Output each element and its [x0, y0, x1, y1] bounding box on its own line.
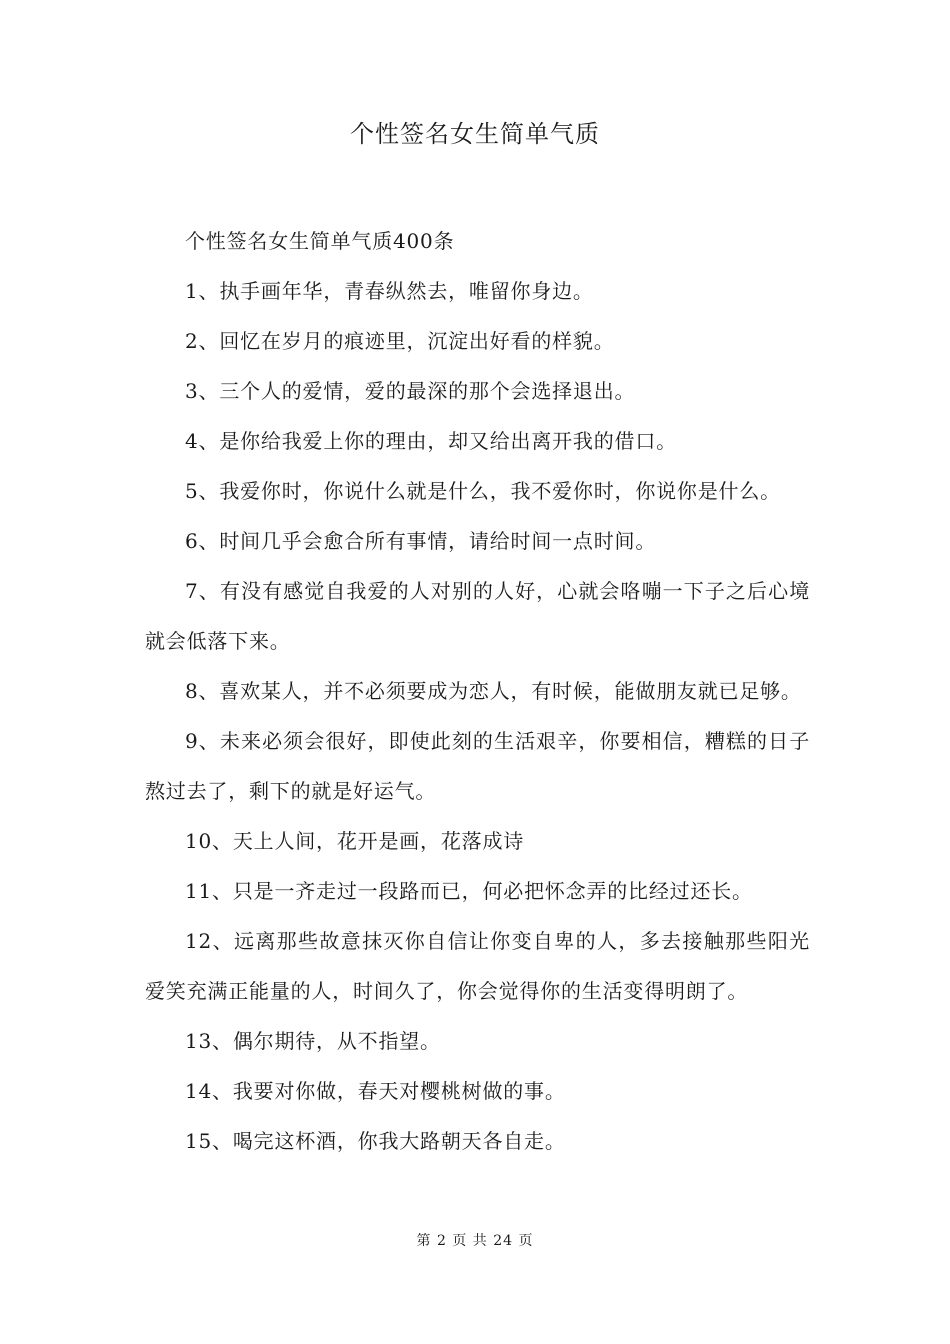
paragraph-6: 6、时间几乎会愈合所有事情，请给时间一点时间。	[185, 529, 657, 553]
paragraph-8: 8、喜欢某人，并不必须要成为恋人，有时候，能做朋友就已足够。	[185, 679, 802, 703]
paragraph-9: 9、未来必须会很好，即使此刻的生活艰辛，你要相信，糟糕的日子熬过去了，剩下的就是好运气。	[145, 729, 810, 803]
subtitle-paragraph: 个性签名女生简单气质400条	[185, 229, 455, 253]
paragraph-7: 7、有没有感觉自我爱的人对别的人好，心就会咯嘣一下子之后心境就会低落下来。	[145, 579, 810, 653]
paragraph-12: 12、远离那些故意抹灭你自信让你变自卑的人，多去接触那些阳光爱笑充满正能量的人，时间久了，你会觉得你的生活变得明朗了。	[145, 929, 810, 1003]
paragraph-14: 14、我要对你做，春天对樱桃树做的事。	[185, 1079, 566, 1103]
page-number-footer: 第 2 页 共 24 页	[416, 1233, 534, 1249]
paragraph-3: 3、三个人的爱情，爱的最深的那个会选择退出。	[185, 379, 636, 403]
paragraph-4: 4、是你给我爱上你的理由，却又给出离开我的借口。	[185, 429, 677, 453]
paragraph-2: 2、回忆在岁月的痕迹里，沉淀出好看的样貌。	[185, 329, 615, 353]
document-body	[145, 216, 810, 1166]
paragraph-15: 15、喝完这杯酒，你我大路朝天各自走。	[185, 1129, 566, 1153]
paragraph-13: 13、偶尔期待，从不指望。	[185, 1029, 441, 1053]
document-title: 个性签名女生简单气质	[350, 120, 600, 148]
paragraph-1: 1、执手画年华，青春纵然去，唯留你身边。	[185, 279, 594, 303]
paragraph-11: 11、只是一齐走过一段路而已，何必把怀念弄的比经过还长。	[185, 879, 753, 903]
paragraph-5: 5、我爱你时，你说什么就是什么，我不爱你时，你说你是什么。	[185, 479, 781, 503]
paragraph-10: 10、天上人间，花开是画，花落成诗	[185, 829, 525, 853]
